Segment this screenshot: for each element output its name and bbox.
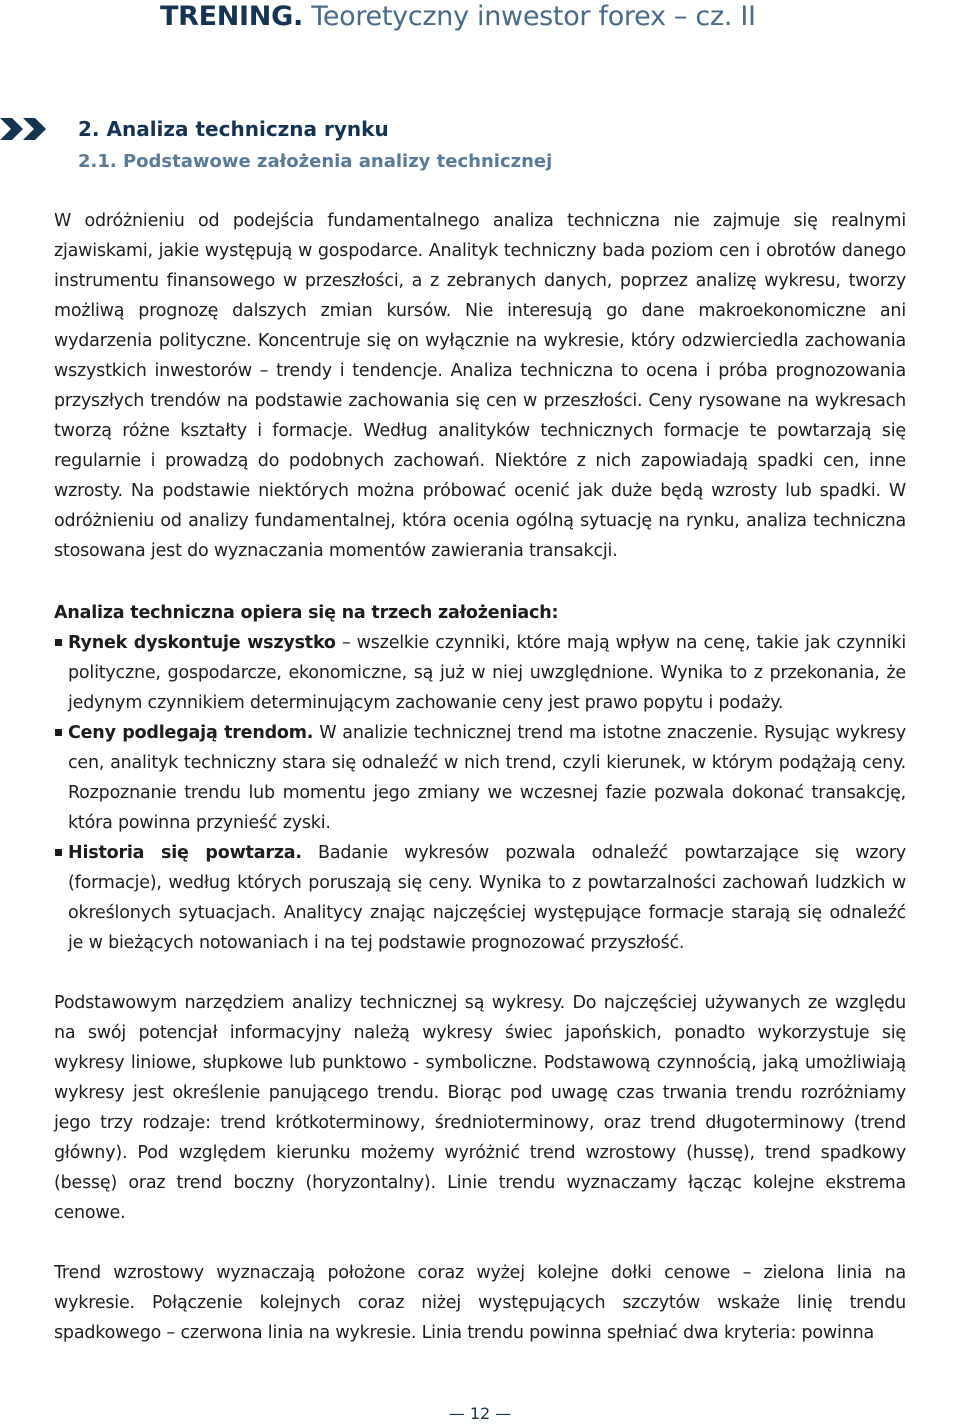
chevron-double-icon (0, 118, 48, 140)
section-subheading: 2.1. Podstawowe założenia analizy technicznej (78, 151, 553, 172)
trend-paragraph: Trend wzrostowy wyznaczają położone coraz wyżej kolejne dołki cenowe – zielona linia na wykresie. Połączenie kolejnych coraz niżej występujących szczytów wskaże linię trendu spadkowego – czerwona linia na wykresie. Linia trendu powinna spełniać dwa kryteria: powinna (54, 1263, 906, 1343)
list-item-lead: Ceny podlegają trendom. (68, 723, 314, 743)
list-item (54, 838, 906, 958)
bullet-square-icon (55, 729, 62, 736)
page-number: — 12 — (448, 1404, 512, 1423)
section-heading: 2. Analiza techniczna rynku (78, 117, 389, 141)
bullet-square-icon (55, 849, 62, 856)
header-title-bold: TRENING. (160, 1, 303, 32)
list-item-text: Badanie wykresów pozwala odnaleźć powtarzające się wzory (formacje), według których poruszają się ceny. Wynika to z powtarzalności zachowań ludzkich w określonych sytuacjach. Analitycy znając najczęściej występujące formacje starają się odnaleźć je w bieżących notowaniach i na tej podstawie prognozować przyszłość. (68, 843, 907, 953)
header-title-rest: Teoretyczny inwestor forex – cz. II (311, 1, 756, 32)
list-item-lead: Rynek dyskontuje wszystko (68, 633, 336, 653)
list-item-lead: Historia się powtarza. (68, 843, 302, 863)
list-item (54, 718, 906, 838)
list-item-text: – wszelkie czynniki, które mają wpływ na cenę, takie jak czynniki polityczne, gospodarcze, ekonomiczne, są już w niej uwzględnione. Wynika to z przekonania, że jedynym czynnikiem determinującym zachowanie ceny jest prawo popytu i podaży. (68, 633, 906, 713)
list-item (54, 628, 906, 718)
intro-paragraph: W odróżnieniu od podejścia fundamentalnego analiza techniczna nie zajmuje się realnymi zjawiskami, jakie występują w gospodarce. Analityk techniczny bada poziom cen i obrotów danego instrumentu finansowego w przeszłości, a z zebranych danych, poprzez analizę wykresu, tworzy możliwą prognozę dalszych zmian kursów. Nie interesują go dane makroekonomiczne ani wydarzenia polityczne. Koncentruje się on wyłącznie na wykresie, który odzwierciedla zachowania wszystkich inwestorów – trendy i tendencje. Analiza techniczna to ocena i próba prognozowania przyszłych trendów na podstawie zachowania się cen w przeszłości. Ceny rysowane na wykresach tworzą różne kształty i formacje. Według analityków technicznych formacje te powtarzają się regularnie i prowadzą do podobnych zachowań. Niektóre z nich zapowiadają spadki cen, inne wzrosty. Na podstawie niektórych można próbować ocenić jak duże będą wzrosty lub spadki. W odróżnieniu od analizy fundamentalnej, która ocenia ogólną sytuację na rynku, analiza techniczna stosowana jest do wyznaczania momentów zawierania transakcji. (54, 211, 906, 561)
assumptions-heading: Analiza techniczna opiera się na trzech założeniach: (54, 603, 559, 623)
bullet-square-icon (55, 639, 62, 646)
header-title (160, 0, 756, 34)
assumptions-list (54, 628, 906, 958)
charts-paragraph: Podstawowym narzędziem analizy technicznej są wykresy. Do najczęściej używanych ze względu na swój potencjał informacyjny należą wykresy świec japońskich, ponadto wykorzystuje się wykresy liniowe, słupkowe lub punktowo - symboliczne. Podstawową czynnością, jaką umożliwiają wykresy jest określenie panującego trendu. Biorąc pod uwagę czas trwania trendu rozróżniamy jego trzy rodzaje: trend krótkoterminowy, średnioterminowy, oraz trend długoterminowy (trend główny). Pod względem kierunku możemy wyróżnić trend wzrostowy (hussę), trend spadkowy (bessę) oraz trend boczny (horyzontalny). Linie trendu wyznaczamy łącząc kolejne ekstrema cenowe. (54, 993, 906, 1223)
list-item-text: W analizie technicznej trend ma istotne znaczenie. Rysując wykresy cen, analityk techniczny stara się odnaleźć w nich trend, czyli kierunek, w którym podążają ceny. Rozpoznanie trendu lub momentu jego zmiany we wczesnej fazie pozwala dokonać transakcję, która powinna przynieść zyski. (68, 723, 906, 833)
